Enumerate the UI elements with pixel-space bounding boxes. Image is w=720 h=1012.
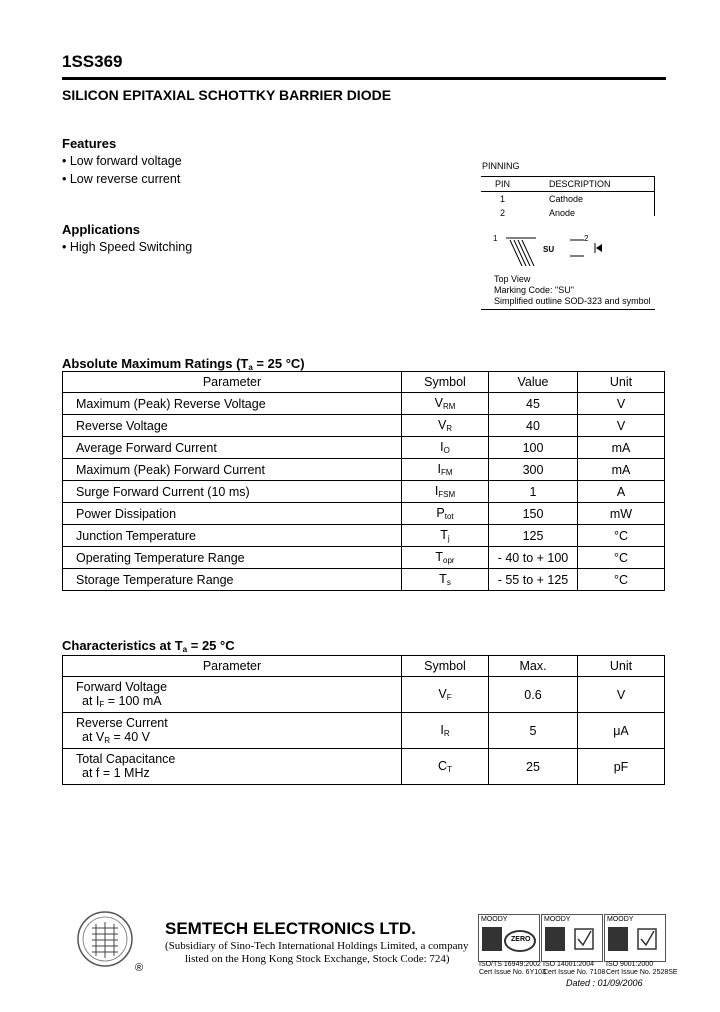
value-cell: 0.6 <box>489 677 578 713</box>
registered-mark: ® <box>135 962 144 974</box>
cert-badge-iso14001: MOODY <box>541 914 603 962</box>
col-header: Unit <box>578 656 665 677</box>
symbol-cell: $T_j$ <box>402 525 489 547</box>
pin-description: Anode <box>549 208 576 218</box>
param-cell: Maximum (Peak) Reverse Voltage <box>63 393 402 415</box>
table-row <box>63 437 665 459</box>
feature-item: • Low reverse current <box>62 172 181 186</box>
diagram-pin1-label: 1 <box>493 234 498 243</box>
param-cell: Maximum (Peak) Forward Current <box>63 459 402 481</box>
moody-ukas-icon <box>608 925 662 959</box>
applications-heading: Applications <box>62 222 141 237</box>
unit-cell: mA <box>578 437 665 459</box>
cert-badge-ts16949: MOODY ZERO <box>478 914 540 962</box>
characteristics-table <box>62 655 665 785</box>
unit-cell: μA <box>578 713 665 749</box>
param-cell: Junction Temperature <box>63 525 402 547</box>
col-header: Symbol <box>402 656 489 677</box>
feature-item: • Low forward voltage <box>62 154 182 168</box>
marking-code: SU <box>543 245 555 254</box>
features-heading: Features <box>62 136 117 151</box>
col-header: Unit <box>578 372 665 393</box>
pinning-notes <box>494 274 651 307</box>
company-name: SEMTECH ELECTRONICS LTD. <box>165 919 416 938</box>
col-header: Parameter <box>63 656 402 677</box>
pinning-table <box>481 176 655 220</box>
abs-max-table <box>62 371 665 591</box>
symbol-cell: $V_F$ <box>402 677 489 713</box>
unit-cell: mW <box>578 503 665 525</box>
symbol-cell: $I_{FSM}$ <box>402 481 489 503</box>
pinning-note: Simplified outline SOD-323 and symbol <box>494 296 651 306</box>
value-cell: 100 <box>489 437 578 459</box>
param-cell: Total Capacitance at f = 1 MHz <box>63 749 402 785</box>
table-row <box>63 547 665 569</box>
col-header: Value <box>489 372 578 393</box>
unit-cell: mA <box>578 459 665 481</box>
value-cell: 40 <box>489 415 578 437</box>
param-cell: Reverse Voltage <box>63 415 402 437</box>
value-cell: - 40 to + 100 <box>489 547 578 569</box>
cert-number: Cert Issue No. 2528SE <box>606 969 678 976</box>
pinning-label: PINNING <box>482 161 520 171</box>
pinning-box-edge <box>654 176 655 216</box>
pin-number: 1 <box>500 194 506 204</box>
symbol-cell: $I_{FM}$ <box>402 459 489 481</box>
unit-cell: °C <box>578 547 665 569</box>
unit-cell: °C <box>578 525 665 547</box>
col-header: Parameter <box>63 372 402 393</box>
unit-cell: °C <box>578 569 665 591</box>
abs-max-title: Absolute Maximum Ratings ($T_a = 25$ °C) <box>62 356 305 372</box>
symbol-cell: $P_{tot}$ <box>402 503 489 525</box>
value-cell: 25 <box>489 749 578 785</box>
document-date: Dated : 01/09/2006 <box>566 978 643 988</box>
pinning-box-bottom <box>481 309 655 310</box>
listing-line: listed on the Hong Kong Stock Exchange, Stock Code: 724) <box>185 953 450 965</box>
value-cell: - 55 to + 125 <box>489 569 578 591</box>
unit-cell: pF <box>578 749 665 785</box>
symbol-cell: $C_T$ <box>402 749 489 785</box>
pinning-note: Top View <box>494 274 531 284</box>
cert-number: Cert Issue No. 7108 <box>543 969 606 976</box>
symbol-cell: $I_O$ <box>402 437 489 459</box>
semtech-logo-icon <box>76 910 134 968</box>
param-cell: Average Forward Current <box>63 437 402 459</box>
symbol-cell: $V_{RM}$ <box>402 393 489 415</box>
param-cell: Operating Temperature Range <box>63 547 402 569</box>
symbol-cell: $T_{opr}$ <box>402 547 489 569</box>
subsidiary-line: (Subsidiary of Sino-Tech International Holdings Limited, a company <box>165 940 469 952</box>
value-cell: 125 <box>489 525 578 547</box>
param-cell: Storage Temperature Range <box>63 569 402 591</box>
param-cell: Surge Forward Current (10 ms) <box>63 481 402 503</box>
value-cell: 1 <box>489 481 578 503</box>
table-row <box>63 415 665 437</box>
sod323-outline-diagram <box>500 226 612 268</box>
pin-col-header: PIN <box>481 177 549 192</box>
table-row <box>63 713 665 749</box>
cert-caption: ISO 14001:2004 <box>543 961 594 968</box>
pin-number: 2 <box>500 208 506 218</box>
cert-badge-iso9001: MOODY <box>604 914 666 962</box>
table-header-row <box>63 372 665 393</box>
table-header-row <box>63 656 665 677</box>
symbol-cell: $I_R$ <box>402 713 489 749</box>
table-row <box>63 525 665 547</box>
value-cell: 150 <box>489 503 578 525</box>
symbol-cell: $V_R$ <box>402 415 489 437</box>
table-row <box>63 503 665 525</box>
param-cell: Forward Voltage at $I_F = 100$ mA <box>63 677 402 713</box>
table-row <box>63 749 665 785</box>
value-cell: 5 <box>489 713 578 749</box>
moody-check-icon <box>545 925 599 959</box>
table-row <box>63 481 665 503</box>
unit-cell: V <box>578 393 665 415</box>
table-row <box>63 459 665 481</box>
pinning-note: Marking Code: "SU" <box>494 285 574 295</box>
cert-caption: ISO 9001:2000 <box>606 961 654 968</box>
characteristics-title: Characteristics at $T_a = 25$ °C <box>62 638 235 654</box>
param-cell: Reverse Current at $V_R = 40$ V <box>63 713 402 749</box>
unit-cell: V <box>578 415 665 437</box>
value-cell: 300 <box>489 459 578 481</box>
unit-cell: V <box>578 677 665 713</box>
diagram-pin2-label: 2 <box>584 234 589 243</box>
symbol-cell: $T_s$ <box>402 569 489 591</box>
table-row <box>63 393 665 415</box>
part-number: 1SS369 <box>62 52 123 71</box>
param-cell: Power Dissipation <box>63 503 402 525</box>
table-row <box>63 677 665 713</box>
application-item: • High Speed Switching <box>62 240 193 254</box>
desc-col-header: DESCRIPTION <box>549 177 655 192</box>
table-row <box>63 569 665 591</box>
col-header: Symbol <box>402 372 489 393</box>
unit-cell: A <box>578 481 665 503</box>
device-description: SILICON EPITAXIAL SCHOTTKY BARRIER DIODE <box>62 87 392 103</box>
cert-number: Cert Issue No. 6Y103 <box>479 969 546 976</box>
title-rule <box>62 77 666 80</box>
diode-symbol-icon <box>596 244 602 252</box>
value-cell: 45 <box>489 393 578 415</box>
col-header: Max. <box>489 656 578 677</box>
pin-description: Cathode <box>549 194 584 204</box>
cert-caption: ISO/TS 16949:2002 <box>479 961 541 968</box>
